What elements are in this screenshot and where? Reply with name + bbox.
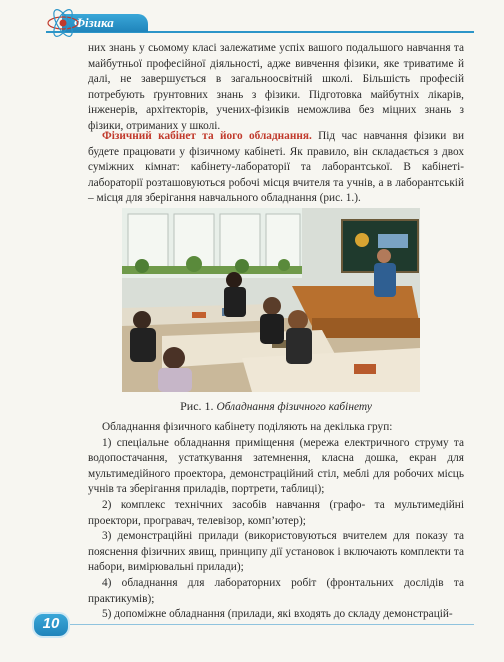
figure-label: Рис. 1. [180,399,214,413]
page-header [0,0,504,40]
figure-description: Обладнання фізичного кабінету [216,401,372,413]
list-item: 2) комплекс технічних засобів навчання (графо- та мультимедійні проектори, програвач, телевізор, комп’ютер); [88,498,464,527]
paragraph-body: Під час навчання фізики ви будете працювати у фізичному кабінеті. Як правило, він складається з двох суміжних кімнат: кабінету-лабораторії та лаборантської. В кабінеті-лабораторії розташовуються робочі місця вчителя та учнів, а в лаборантській – місця для зберігання навчального обладнання (рис. 1.). [88,130,465,205]
list-item: 1) спеціальне обладнання приміщення (мережа електричного струму та водопостачання, устаткування затемнення, класна дошка, екран для мультимедійного проектора, демонстраційний стіл, меблі для робочих місць учнів та зберігання приладів, портрети, таблиці); [88,436,464,496]
list-item: 4) обладнання для лабораторних робіт (фронтальних дослідів та практикумів); [88,576,464,605]
section-heading: Фізичний кабінет та його обладнання. [102,130,312,142]
paragraph-intro: них знань у сьомому класі залежатиме успіх вашого подальшого навчання та майбутньої професійної діяльності, адже вивчення фізики, яке триватиме й далі, не завершується в загальноосвітній школі. Більшість професій потребують ґрунтовних знань з фізики. Підготовка майбутніх лікарів, інженерів, архітекторів, учених-фізиків неможлива без міцних знань з фізики, отриманих у школі. [88,42,464,132]
figure-caption [88,398,464,415]
list-item: 5) допоміжне обладнання (прилади, які входять до складу демонстрацій- [102,608,453,621]
atom-icon [46,6,80,40]
subject-title: Фізика [74,15,114,30]
list-item: 3) демонстраційні прилади (використовуються вчителем для показу та пояснення фізичних явищ, принципу дії установок і включають комплекти та набори, вимірювальні прилади); [88,530,464,574]
equipment-list [88,420,464,623]
paragraph-physics-room [88,129,464,207]
page-number: 10 [42,615,60,632]
footer-rule [70,624,474,625]
list-intro: Обладнання фізичного кабінету поділяють на декілька груп: [102,421,393,433]
classroom-photo [122,208,420,392]
